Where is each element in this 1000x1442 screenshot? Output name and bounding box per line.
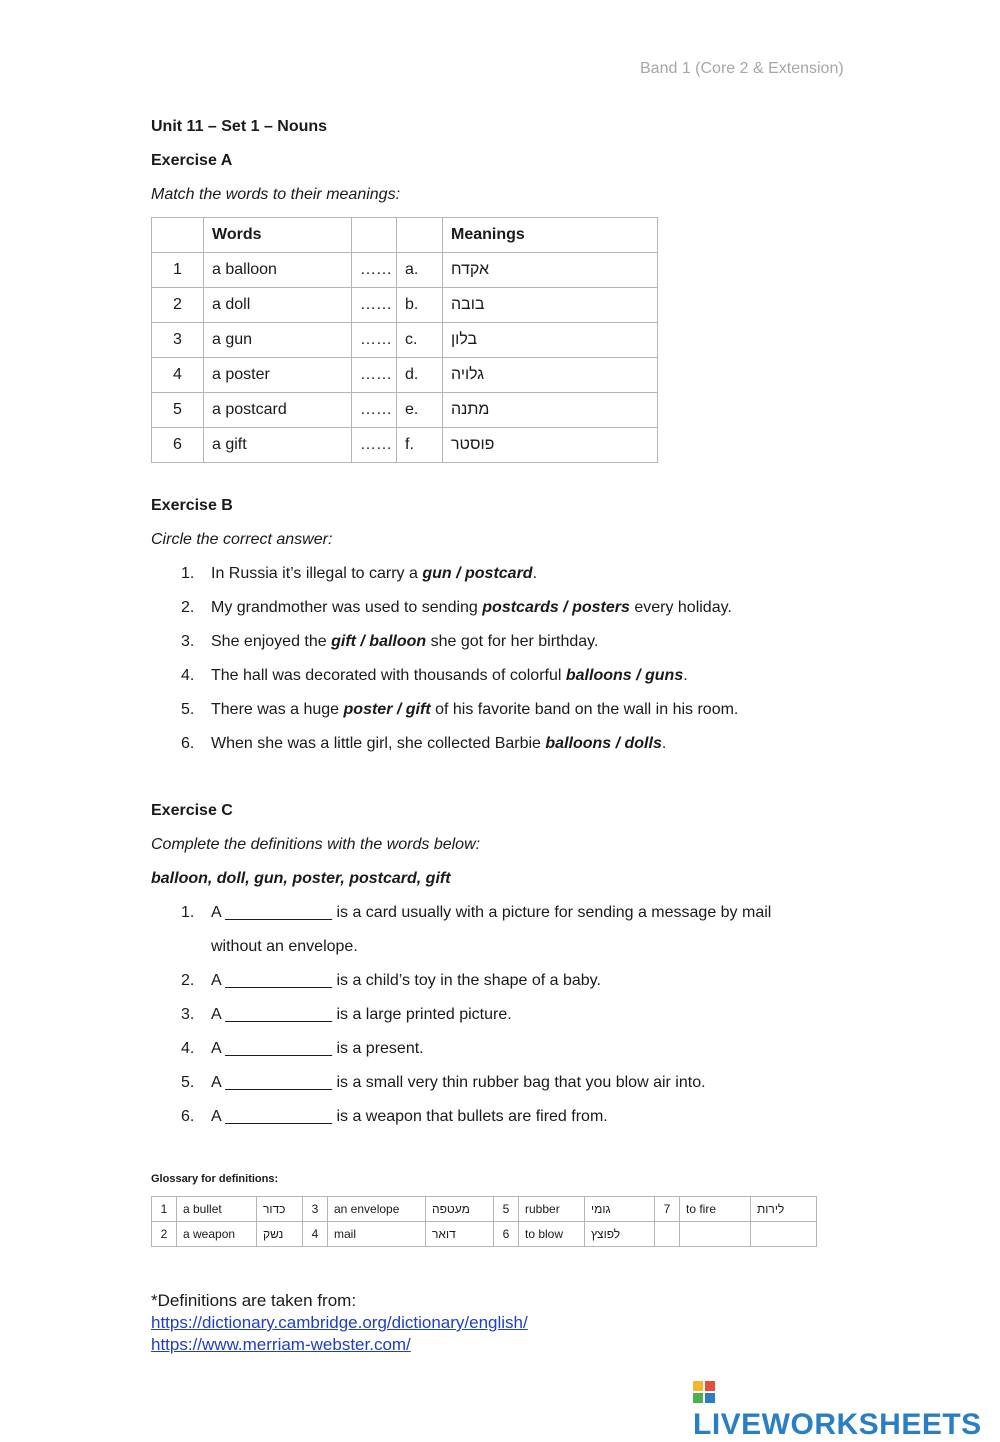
glossary-translation [751, 1222, 817, 1247]
glossary-term: a weapon [177, 1222, 257, 1247]
glossary-title: Glossary for definitions: [151, 1173, 279, 1185]
list-item [181, 938, 358, 956]
row-number: 1 [152, 253, 204, 288]
sentence-text: When she was a little girl, she collected Barbie [211, 735, 546, 752]
item-number: 1. [181, 904, 195, 921]
definition-text[interactable]: A ____________ is a card usually with a picture for sending a message by mail [211, 904, 772, 921]
definition-text[interactable]: A ____________ is a present. [211, 1040, 424, 1057]
word-cell: a doll [204, 288, 352, 323]
sentence-text: she got for her birthday. [426, 633, 599, 650]
item-number: 6. [181, 1108, 195, 1125]
meaning-cell [443, 428, 658, 463]
cambridge-link[interactable]: https://dictionary.cambridge.org/dictionary/english/ [151, 1313, 528, 1332]
sentence-text: She enjoyed the [211, 633, 332, 650]
table-row [152, 1197, 817, 1222]
exercise-b-instruction: Circle the correct answer: [151, 531, 333, 548]
glossary-translation: לירות [751, 1197, 817, 1222]
item-number: 4. [181, 667, 195, 684]
meaning-letter: d. [397, 358, 443, 393]
exercise-b-title: Exercise B [151, 497, 233, 514]
glossary-number: 1 [152, 1197, 177, 1222]
list-item[interactable] [181, 972, 601, 990]
glossary-term: to blow [519, 1222, 585, 1247]
exercise-a-instruction: Match the words to their meanings: [151, 186, 401, 203]
meaning-text: אקדח [451, 261, 490, 278]
table-row [152, 358, 658, 393]
sentence-text: . [683, 667, 688, 684]
word-cell: a balloon [204, 253, 352, 288]
meaning-letter: b. [397, 288, 443, 323]
meaning-letter: c. [397, 323, 443, 358]
exercise-a-title: Exercise A [151, 152, 233, 169]
exercise-c-title: Exercise C [151, 802, 233, 819]
glossary-number: 3 [303, 1197, 328, 1222]
answer-blank[interactable]: …… [352, 323, 397, 358]
answer-options[interactable]: postcards / posters [482, 599, 630, 616]
word-bank: balloon, doll, gun, poster, postcard, gift [151, 870, 451, 887]
definition-text[interactable]: A ____________ is a small very thin rubber bag that you blow air into. [211, 1074, 706, 1091]
meanings-header: Meanings [443, 218, 658, 253]
liveworksheets-logo-icon [693, 1381, 715, 1403]
item-number: 4. [181, 1040, 195, 1057]
word-cell: a gun [204, 323, 352, 358]
meaning-cell [443, 393, 658, 428]
answer-blank[interactable]: …… [352, 358, 397, 393]
item-number: 2. [181, 972, 195, 989]
definition-text[interactable]: A ____________ is a child’s toy in the shape of a baby. [211, 972, 601, 989]
table-row [152, 253, 658, 288]
answer-blank[interactable]: …… [352, 288, 397, 323]
list-item [181, 633, 598, 651]
answer-blank[interactable]: …… [352, 428, 397, 463]
meaning-text: גלויה [451, 366, 485, 383]
glossary-number: 6 [494, 1222, 519, 1247]
glossary-translation: לפוצץ [585, 1222, 655, 1247]
definition-text[interactable]: A ____________ is a large printed picture. [211, 1006, 512, 1023]
word-cell: a poster [204, 358, 352, 393]
glossary-term: an envelope [328, 1197, 426, 1222]
sentence-text: . [532, 565, 538, 582]
list-item[interactable] [181, 1006, 512, 1024]
row-number: 5 [152, 393, 204, 428]
sentence-text: In Russia it’s illegal to carry a [211, 565, 423, 582]
meaning-text: בלון [451, 331, 478, 348]
row-number: 3 [152, 323, 204, 358]
answer-options[interactable]: gun / postcard [422, 565, 533, 582]
merriam-webster-link[interactable]: https://www.merriam-webster.com/ [151, 1335, 411, 1354]
exercise-c-instruction: Complete the definitions with the words below: [151, 836, 481, 853]
meaning-cell [443, 253, 658, 288]
table-row [152, 288, 658, 323]
glossary-table [151, 1196, 817, 1247]
glossary-translation: מעטפה [426, 1197, 494, 1222]
item-number: 3. [181, 1006, 195, 1023]
item-number: 6. [181, 735, 195, 752]
sources-label: *Definitions are taken from: [151, 1291, 357, 1310]
answer-blank[interactable]: …… [352, 253, 397, 288]
list-item[interactable] [181, 1040, 424, 1058]
answer-options[interactable]: balloons / guns [565, 667, 684, 684]
glossary-number: 2 [152, 1222, 177, 1247]
meaning-letter: a. [397, 253, 443, 288]
meaning-cell [443, 288, 658, 323]
table-cell [152, 218, 204, 253]
matching-table [151, 217, 658, 463]
table-cell [352, 218, 397, 253]
glossary-translation: דואר [426, 1222, 494, 1247]
table-cell [397, 218, 443, 253]
table-row [152, 323, 658, 358]
meaning-cell [443, 358, 658, 393]
glossary-number: 5 [494, 1197, 519, 1222]
table-row [152, 1222, 817, 1247]
item-number: 1. [181, 565, 195, 582]
word-cell: a gift [204, 428, 352, 463]
liveworksheets-logo[interactable] [693, 1374, 1000, 1442]
unit-title: Unit 11 – Set 1 – Nouns [151, 118, 328, 135]
item-number: 5. [181, 701, 195, 718]
meaning-letter: e. [397, 393, 443, 428]
glossary-translation: נשק [257, 1222, 303, 1247]
list-item [181, 701, 738, 719]
sources-block [151, 1290, 528, 1356]
row-number: 4 [152, 358, 204, 393]
band-label: Band 1 (Core 2 & Extension) [640, 60, 844, 77]
glossary-term: mail [328, 1222, 426, 1247]
word-cell: a postcard [204, 393, 352, 428]
item-number: 5. [181, 1074, 195, 1091]
definition-text[interactable]: A ____________ is a weapon that bullets are fired from. [211, 1108, 608, 1125]
definition-text: without an envelope. [211, 938, 358, 955]
item-number: 2. [181, 599, 195, 616]
list-item [181, 599, 732, 617]
meaning-cell [443, 323, 658, 358]
item-number: 3. [181, 633, 195, 650]
list-item [181, 735, 666, 753]
table-header-row [152, 218, 658, 253]
glossary-translation: כדור [257, 1197, 303, 1222]
list-item[interactable] [181, 1108, 608, 1126]
glossary-term: to fire [680, 1197, 751, 1222]
meaning-text: מתנה [451, 401, 490, 418]
list-item [181, 667, 688, 685]
answer-options[interactable]: gift / balloon [331, 633, 427, 650]
answer-options[interactable]: balloons / dolls [545, 735, 662, 752]
glossary-term: a bullet [177, 1197, 257, 1222]
list-item[interactable] [181, 904, 771, 922]
meaning-text: פוסטר [451, 436, 495, 453]
row-number: 2 [152, 288, 204, 323]
glossary-translation: גומי [585, 1197, 655, 1222]
sentence-text: every holiday. [629, 599, 732, 616]
meaning-text: בובה [451, 296, 485, 313]
glossary-term [680, 1222, 751, 1247]
glossary-number [655, 1222, 680, 1247]
sentence-text: My grandmother was used to sending [211, 599, 483, 616]
list-item [181, 565, 537, 583]
words-header: Words [204, 218, 352, 253]
meaning-letter: f. [397, 428, 443, 463]
answer-options[interactable]: poster / gift [343, 701, 431, 718]
glossary-term: rubber [519, 1197, 585, 1222]
answer-blank[interactable]: …… [352, 393, 397, 428]
sentence-text: . [661, 735, 667, 752]
list-item[interactable] [181, 1074, 706, 1092]
glossary-number: 7 [655, 1197, 680, 1222]
sentence-text: There was a huge [211, 701, 344, 718]
row-number: 6 [152, 428, 204, 463]
logo-text: LIVEWORKSHEETS [693, 1408, 982, 1441]
table-row [152, 393, 658, 428]
sentence-text: The hall was decorated with thousands of colorful [211, 667, 566, 684]
glossary-number: 4 [303, 1222, 328, 1247]
table-row [152, 428, 658, 463]
sentence-text: of his favorite band on the wall in his room. [430, 701, 739, 718]
